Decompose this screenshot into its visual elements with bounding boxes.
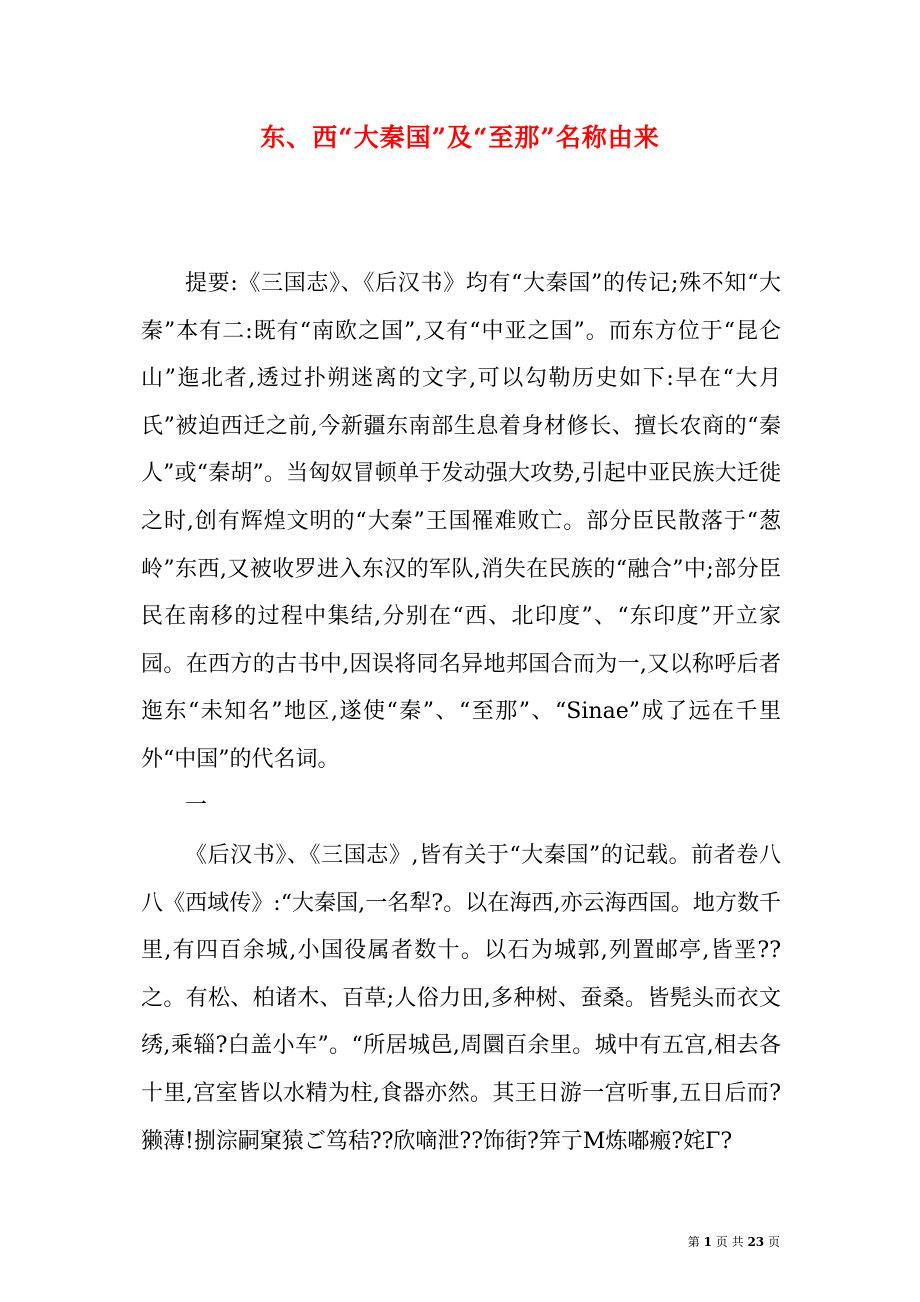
body-block: [141, 832, 781, 1165]
page-title: 东、西“大秦国”及“至那”名称由来: [260, 123, 660, 152]
footer-current-page: 1: [703, 1235, 712, 1249]
footer-suffix: 页: [767, 1235, 780, 1249]
section-heading-block: [141, 782, 781, 830]
body-paragraph: 《后汉书》、《三国志》,皆有关于“大秦国”的记载。前者卷八八《西域传》:“大秦国,一名犁?。以在海西,亦云海西国。地方数千里,有四百余城,小国役属者数十。以石为城郭,列置邮亭,皆垩??之。有松、柏诸木、百草;人俗力田,多种树、蚕桑。皆髡头而衣文绣,乘辎?白盖小车”。“所居城邑,周圜百余里。城中有五宫,相去各十里,宫室皆以水精为柱,食器亦然。其王日游一宫听事,五日后而?獭薄!捌淙嗣窠猿ご笃秸??欣嘀泄??饰街?笄亍M炼嘟瘢?姹Γ?: [141, 843, 781, 1154]
footer-prefix: 第: [687, 1235, 700, 1249]
abstract-paragraph: 提要:《三国志》、《后汉书》均有“大秦国”的传记;殊不知“大秦”本有二:既有“南欧之国”,又有“中亚之国”。而东方位于“昆仑山”迤北者,透过扑朔迷离的文字,可以勾勒历史如下:早在“大月氏”被迫西迁之前,今新疆东南部生息着身材修长、擅长农商的“秦人”或“秦胡”。当匈奴冒顿单于发动强大攻势,引起中亚民族大迁徙之时,创有辉煌文明的“大秦”王国罹难败亡。部分臣民散落于“葱岭”东西,又被收罗进入东汉的军队,消失在民族的“融合”中;部分臣民在南移的过程中集结,分别在“西、北印度”、“东印度”开立家园。在西方的古书中,因误将同名异地邦国合而为一,又以称呼后者迤东“未知名”地区,遂使“秦”、“至那”、“Sinae”成了远在千里外“中国”的代名词。: [141, 271, 781, 772]
abstract-block: [141, 260, 781, 784]
footer-total-pages: 23: [747, 1235, 765, 1249]
section-marker: 一: [185, 793, 208, 818]
page-footer: [688, 1234, 780, 1250]
footer-middle: 页 共: [715, 1235, 744, 1249]
